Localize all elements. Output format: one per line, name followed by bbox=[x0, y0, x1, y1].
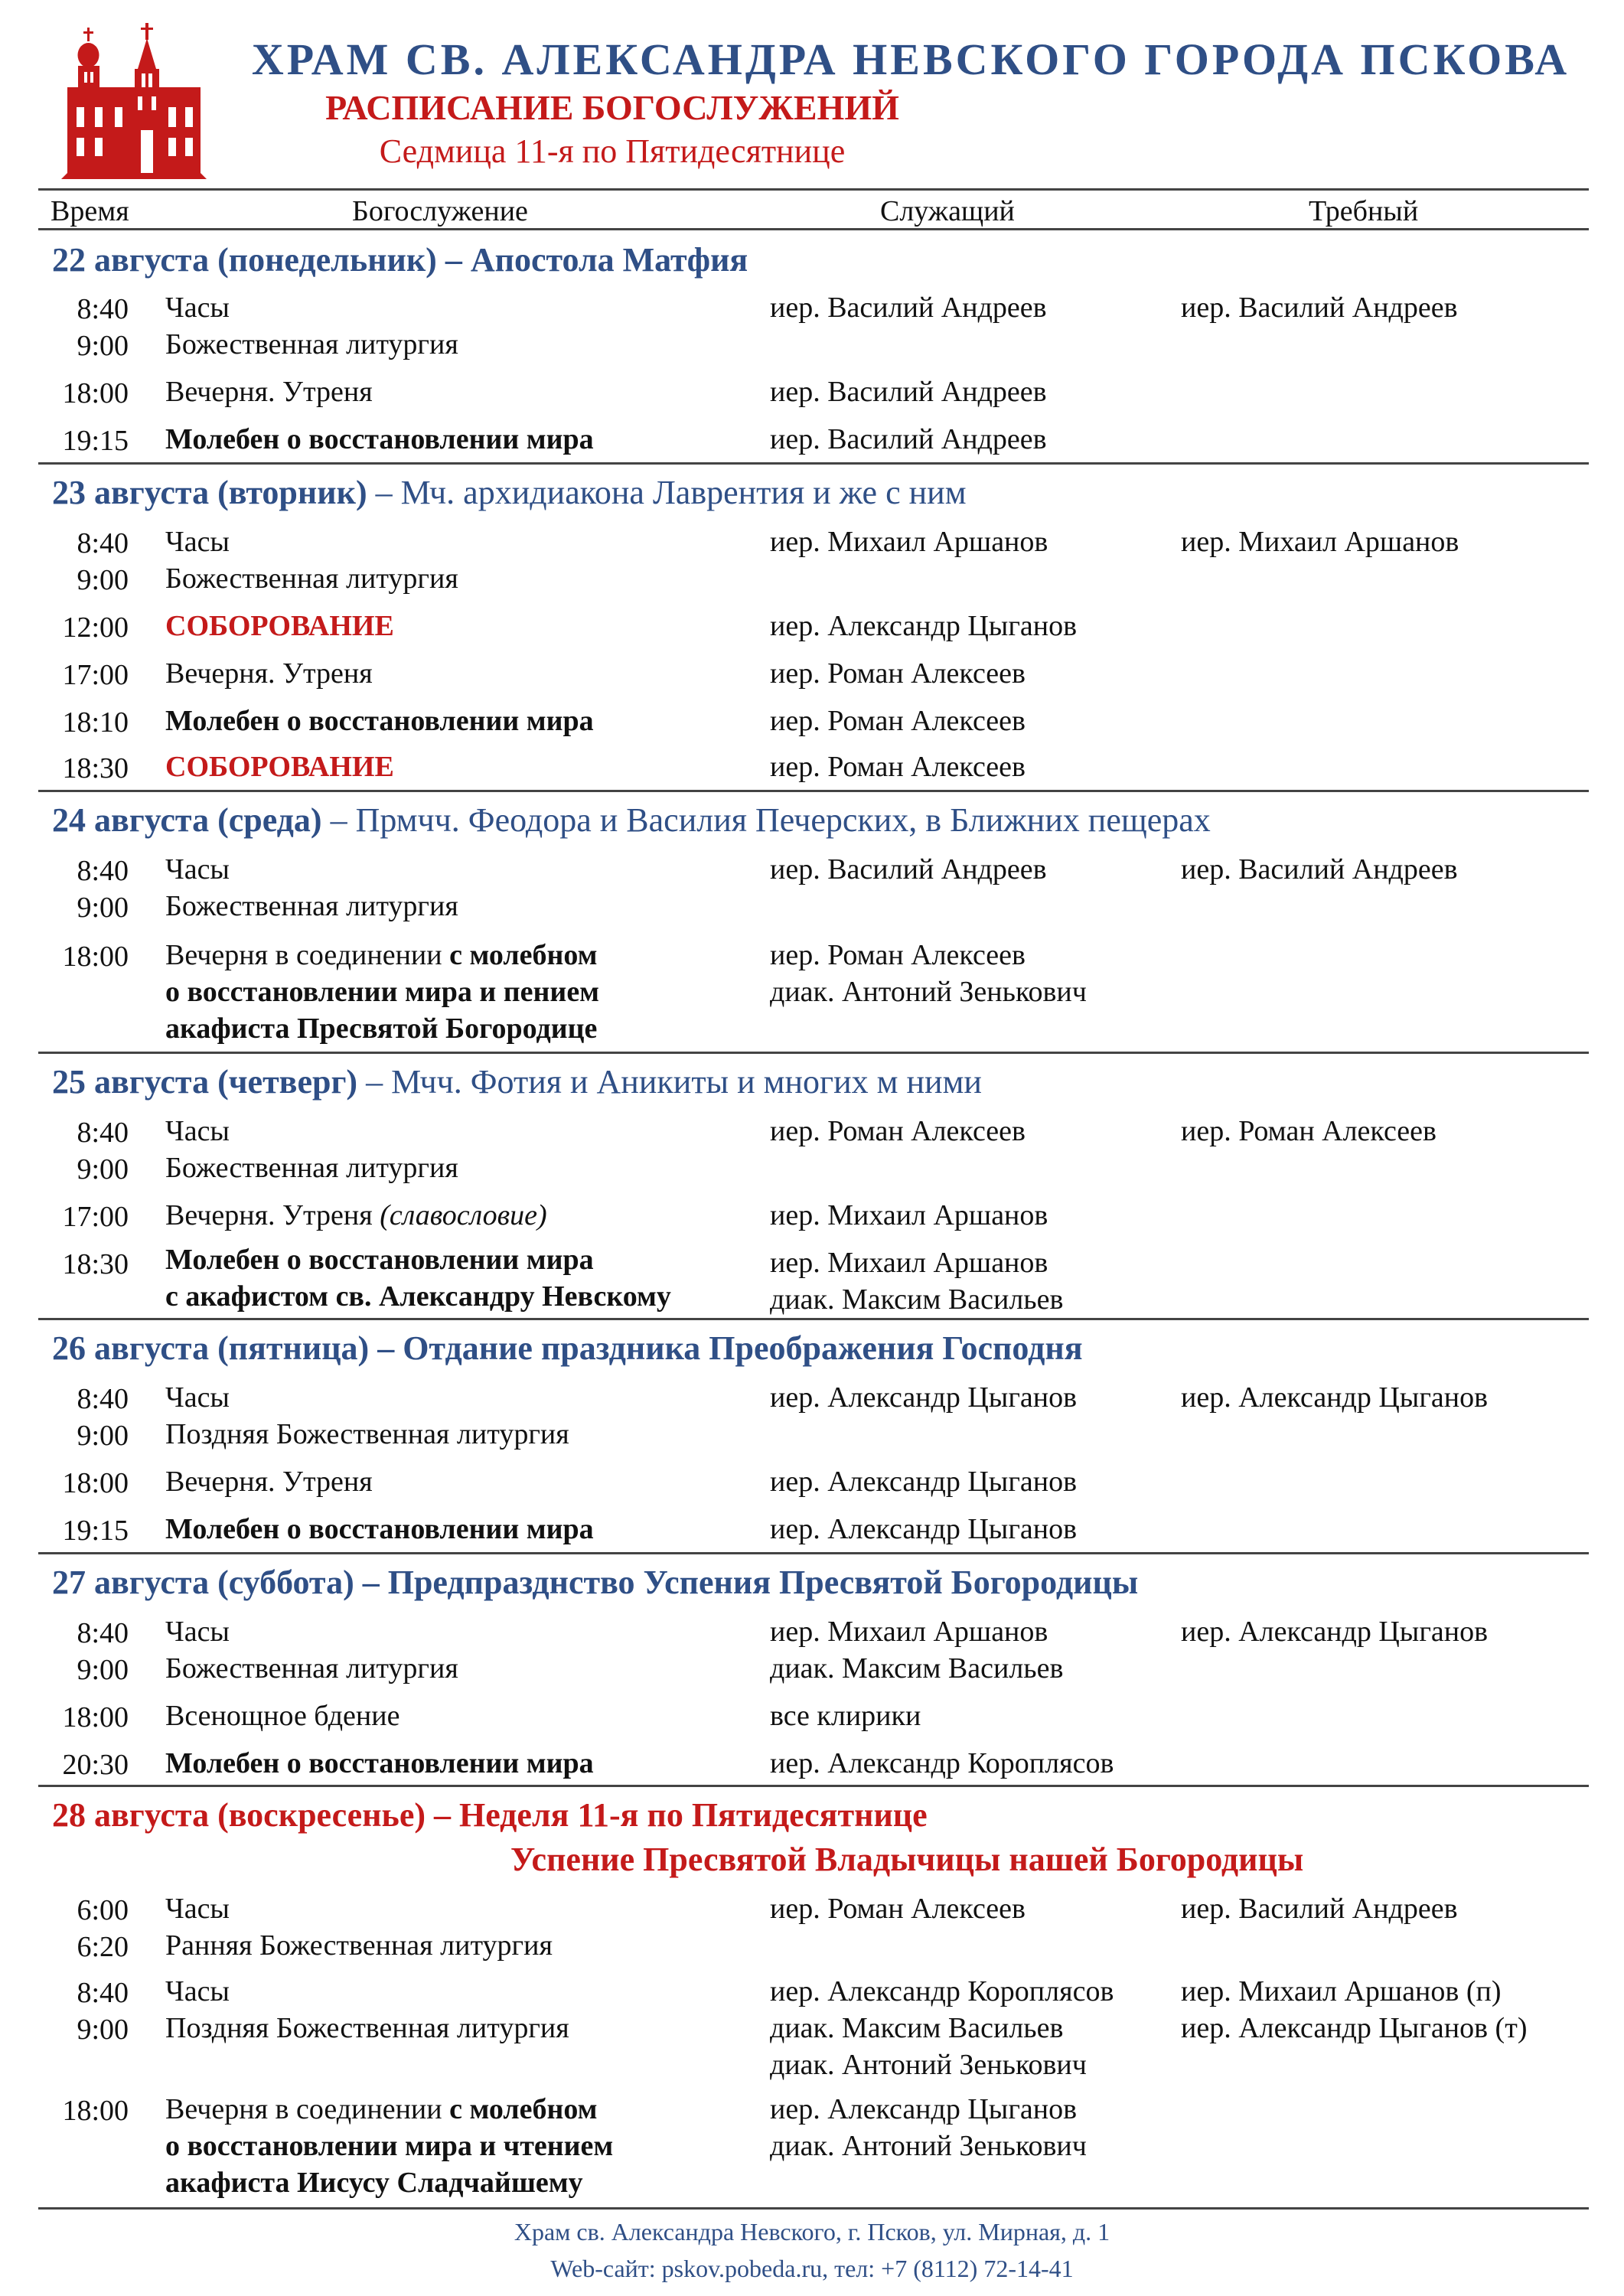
service-time: 9:00 bbox=[77, 330, 129, 362]
service-name-part: с молебном bbox=[449, 939, 598, 971]
service-time: 9:00 bbox=[77, 564, 129, 596]
priest-name: иер. Михаил Аршанов bbox=[770, 1247, 1048, 1279]
day-event: – Отдание праздника Преображения Господня bbox=[377, 1329, 1083, 1367]
day-heading bbox=[52, 1062, 982, 1101]
service-name: СОБОРОВАНИЕ bbox=[165, 610, 394, 642]
service-name: Часы bbox=[165, 1115, 230, 1147]
priest-name: иер. Василий Андреев bbox=[770, 853, 1047, 885]
deacon-name: диак. Антоний Зенькович bbox=[770, 2130, 1087, 2162]
column-header-time: Время bbox=[51, 195, 129, 227]
treb-priest-name: иер. Михаил Аршанов (п) bbox=[1181, 1975, 1502, 2007]
service-name: Молебен о восстановлении мира bbox=[165, 1244, 594, 1276]
day-date: 26 августа (пятница) bbox=[52, 1329, 370, 1367]
service-name: Божественная литургия bbox=[165, 1652, 458, 1684]
priest-name: иер. Александр Короплясов bbox=[770, 1975, 1114, 2007]
footer-contacts: Web-сайт: pskov.pobeda.ru, тел: +7 (8112) 72-14-41 bbox=[550, 2255, 1074, 2282]
service-time: 9:00 bbox=[77, 892, 129, 924]
treb-priest-name: иер. Александр Цыганов bbox=[1181, 1381, 1489, 1414]
service-time: 8:40 bbox=[77, 1383, 129, 1415]
service-time: 18:00 bbox=[62, 2095, 129, 2127]
service-name: Божественная литургия bbox=[165, 563, 458, 595]
day-event: – Прмчч. Феодора и Василия Печерских, в Ближних пещерах bbox=[330, 801, 1211, 839]
service-name: Ранняя Божественная литургия bbox=[165, 1929, 553, 1962]
service-time: 19:15 bbox=[62, 1515, 129, 1547]
priest-name: иер. Михаил Аршанов bbox=[770, 1616, 1048, 1648]
priest-name: иер. Александр Цыганов bbox=[770, 2093, 1078, 2125]
priest-name: иер. Роман Алексеев bbox=[770, 751, 1026, 783]
service-name: СОБОРОВАНИЕ bbox=[165, 751, 394, 783]
service-name: Поздняя Божественная литургия bbox=[165, 1418, 569, 1450]
service-time: 8:40 bbox=[77, 293, 129, 325]
day-heading bbox=[52, 1329, 1083, 1368]
day-event: – Предпразднство Успения Пресвятой Богородицы bbox=[362, 1564, 1139, 1601]
service-time: 8:40 bbox=[77, 1117, 129, 1149]
divider bbox=[38, 1785, 1589, 1787]
service-name bbox=[165, 1197, 547, 1234]
service-name: Часы bbox=[165, 1616, 230, 1648]
deacon-name: диак. Максим Васильев bbox=[770, 1283, 1064, 1316]
day-heading bbox=[52, 1795, 928, 1835]
service-name: Молебен о восстановлении мира bbox=[165, 705, 594, 737]
church-logo-icon bbox=[61, 23, 207, 184]
service-time: 18:00 bbox=[62, 941, 129, 973]
deacon-name: диак. Антоний Зенькович bbox=[770, 976, 1087, 1008]
priest-name: иер. Михаил Аршанов bbox=[770, 526, 1048, 558]
day-event: – Мчч. Фотия и Аникиты и многих м ними bbox=[366, 1063, 982, 1101]
day-heading bbox=[52, 1563, 1138, 1602]
priest-name: иер. Василий Андреев bbox=[770, 376, 1047, 408]
divider bbox=[38, 228, 1589, 230]
service-time: 9:00 bbox=[77, 1654, 129, 1686]
service-name-part: Вечерня. Утреня bbox=[165, 1199, 380, 1231]
service-name: Божественная литургия bbox=[165, 890, 458, 922]
treb-priest-name: иер. Александр Цыганов (т) bbox=[1181, 2012, 1528, 2044]
divider bbox=[38, 1552, 1589, 1554]
service-name: Поздняя Божественная литургия bbox=[165, 2012, 569, 2044]
day-heading bbox=[52, 801, 1211, 840]
service-time: 9:00 bbox=[77, 2014, 129, 2046]
divider bbox=[38, 1318, 1589, 1320]
priest-name: иер. Александр Цыганов bbox=[770, 1381, 1078, 1414]
service-name: о восстановлении мира и пением bbox=[165, 976, 600, 1008]
service-name-part: Вечерня в соединении bbox=[165, 2093, 450, 2125]
service-time: 6:20 bbox=[77, 1931, 129, 1963]
service-time: 8:40 bbox=[77, 1977, 129, 2009]
service-time: 9:00 bbox=[77, 1420, 129, 1452]
service-name: Молебен о восстановлении мира bbox=[165, 1513, 594, 1545]
day-date: 27 августа (суббота) bbox=[52, 1564, 354, 1601]
treb-priest-name: иер. Василий Андреев bbox=[1181, 292, 1458, 324]
service-name: о восстановлении мира и чтением bbox=[165, 2130, 614, 2162]
day-event: – Апостола Матфия bbox=[445, 241, 748, 279]
service-time: 6:00 bbox=[77, 1894, 129, 1926]
column-header-treb: Требный bbox=[1309, 195, 1419, 227]
service-name: Молебен о восстановлении мира bbox=[165, 1747, 594, 1779]
day-event: – Мч. архидиакона Лаврентия и же с ним bbox=[375, 474, 967, 511]
priest-name: иер. Роман Алексеев bbox=[770, 939, 1026, 971]
day-heading bbox=[52, 240, 748, 279]
service-time: 12:00 bbox=[62, 612, 129, 644]
schedule-title: РАСПИСАНИЕ БОГОСЛУЖЕНИЙ bbox=[325, 88, 899, 127]
service-name: Часы bbox=[165, 853, 230, 885]
treb-priest-name: иер. Александр Цыганов bbox=[1181, 1616, 1489, 1648]
divider bbox=[38, 790, 1589, 792]
service-name-part: (славословие) bbox=[380, 1199, 547, 1231]
priest-name: иер. Александр Цыганов bbox=[770, 1513, 1078, 1545]
service-name: Божественная литургия bbox=[165, 328, 458, 360]
service-name: Часы bbox=[165, 1381, 230, 1414]
service-time: 17:00 bbox=[62, 1201, 129, 1233]
priest-name: иер. Василий Андреев bbox=[770, 423, 1047, 455]
column-header-priest: Служащий bbox=[880, 195, 1015, 227]
service-name: акафиста Иисусу Сладчайшему bbox=[165, 2167, 583, 2199]
service-name-part: с молебном bbox=[449, 2093, 598, 2125]
footer-address: Храм св. Александра Невского, г. Псков, ул. Мирная, д. 1 bbox=[514, 2218, 1110, 2245]
service-time: 18:00 bbox=[62, 377, 129, 409]
service-name: Вечерня. Утреня bbox=[165, 376, 373, 408]
divider bbox=[38, 462, 1589, 465]
service-name bbox=[165, 937, 598, 974]
priest-name: все клирики bbox=[770, 1700, 921, 1732]
priest-name: иер. Роман Алексеев bbox=[770, 657, 1026, 690]
service-name: Молебен о восстановлении мира bbox=[165, 423, 594, 455]
priest-name: иер. Роман Алексеев bbox=[770, 705, 1026, 737]
service-name: Часы bbox=[165, 292, 230, 324]
priest-name: иер. Александр Короплясов bbox=[770, 1747, 1114, 1779]
service-name: Вечерня. Утреня bbox=[165, 1466, 373, 1498]
day-event: – Неделя 11-я по Пятидесятнице bbox=[434, 1796, 928, 1834]
service-time: 18:00 bbox=[62, 1701, 129, 1733]
priest-name: иер. Александр Цыганов bbox=[770, 1466, 1078, 1498]
priest-name: иер. Александр Цыганов bbox=[770, 610, 1078, 642]
service-name bbox=[165, 2091, 598, 2128]
service-name: Часы bbox=[165, 1893, 230, 1925]
service-name: акафиста Пресвятой Богородице bbox=[165, 1013, 598, 1045]
deacon-name: диак. Максим Васильев bbox=[770, 1652, 1064, 1684]
priest-name: иер. Роман Алексеев bbox=[770, 1893, 1026, 1925]
day-date: 23 августа (вторник) bbox=[52, 474, 367, 511]
deacon-name: диак. Антоний Зенькович bbox=[770, 2049, 1087, 2081]
day-date: 25 августа (четверг) bbox=[52, 1063, 358, 1101]
day-date: 24 августа (среда) bbox=[52, 801, 322, 839]
service-name: Вечерня. Утреня bbox=[165, 657, 373, 690]
page-title: ХРАМ СВ. АЛЕКСАНДРА НЕВСКОГО ГОРОДА ПСКОВА bbox=[251, 34, 1570, 84]
week-title: Седмица 11-я по Пятидесятнице bbox=[379, 132, 846, 170]
day-date: 28 августа (воскресенье) bbox=[52, 1796, 426, 1834]
service-name: Часы bbox=[165, 1975, 230, 2007]
treb-priest-name: иер. Василий Андреев bbox=[1181, 853, 1458, 885]
service-time: 18:30 bbox=[62, 1248, 129, 1280]
service-time: 17:00 bbox=[62, 659, 129, 691]
deacon-name: диак. Максим Васильев bbox=[770, 2012, 1064, 2044]
treb-priest-name: иер. Роман Алексеев bbox=[1181, 1115, 1436, 1147]
divider bbox=[38, 1052, 1589, 1054]
column-header-service: Богослужение bbox=[352, 195, 528, 227]
priest-name: иер. Михаил Аршанов bbox=[770, 1199, 1048, 1231]
service-time: 20:30 bbox=[62, 1749, 129, 1781]
divider bbox=[38, 2207, 1589, 2210]
service-name: с акафистом св. Александру Невскому bbox=[165, 1280, 671, 1313]
priest-name: иер. Роман Алексеев bbox=[770, 1115, 1026, 1147]
service-name: Всенощное бдение bbox=[165, 1700, 400, 1732]
treb-priest-name: иер. Михаил Аршанов bbox=[1181, 526, 1459, 558]
service-name-part: Вечерня в соединении bbox=[165, 939, 450, 971]
priest-name: иер. Василий Андреев bbox=[770, 292, 1047, 324]
day-event-secondary: Успение Пресвятой Владычицы нашей Богородицы bbox=[510, 1841, 1304, 1878]
service-time: 8:40 bbox=[77, 855, 129, 887]
day-heading bbox=[52, 473, 967, 512]
service-time: 9:00 bbox=[77, 1153, 129, 1186]
service-time: 8:40 bbox=[77, 527, 129, 559]
service-name: Часы bbox=[165, 526, 230, 558]
service-time: 8:40 bbox=[77, 1617, 129, 1649]
service-time: 19:15 bbox=[62, 425, 129, 457]
service-time: 18:30 bbox=[62, 752, 129, 784]
treb-priest-name: иер. Василий Андреев bbox=[1181, 1893, 1458, 1925]
service-time: 18:10 bbox=[62, 706, 129, 739]
divider bbox=[38, 188, 1589, 191]
service-time: 18:00 bbox=[62, 1467, 129, 1499]
service-name: Божественная литургия bbox=[165, 1152, 458, 1184]
day-date: 22 августа (понедельник) bbox=[52, 241, 437, 279]
